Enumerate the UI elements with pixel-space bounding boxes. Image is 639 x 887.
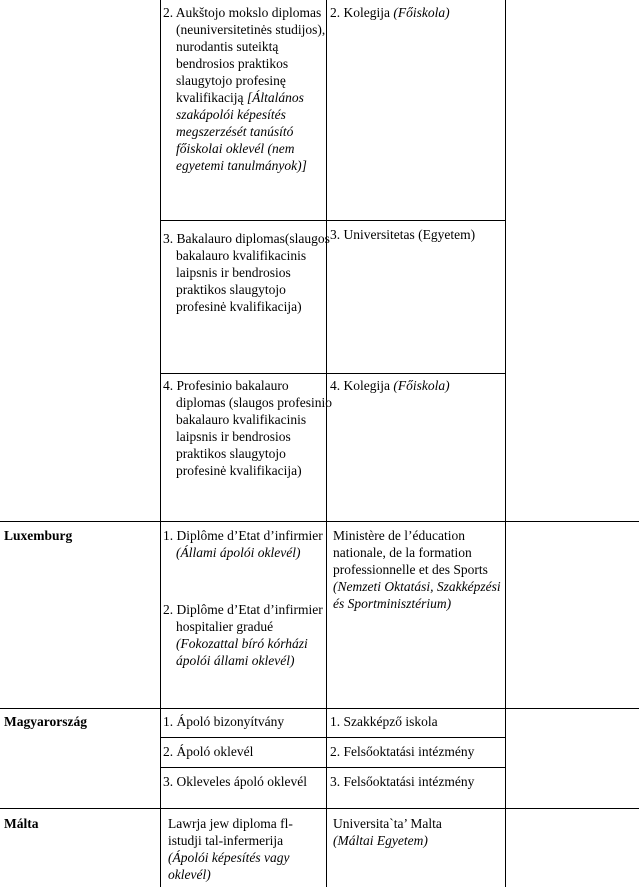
institution-cell xyxy=(330,743,504,760)
diploma-title: 2. Ápoló oklevél xyxy=(163,744,254,759)
institution-name: 3. Felsőoktatási intézmény xyxy=(330,774,475,789)
institution-cell xyxy=(330,773,504,790)
row-divider xyxy=(160,373,506,374)
institution-name: 2. Felsőoktatási intézmény xyxy=(330,744,475,759)
country-name: Luxemburg xyxy=(4,528,73,543)
diploma-cell xyxy=(163,743,323,760)
diploma-cell xyxy=(163,773,316,790)
institution-name: 4. Kolegija xyxy=(330,378,390,393)
diploma-cell xyxy=(163,713,323,730)
diploma-title: 2. Aukštojo mokslo diplomas (neuniversitetinės studijos), nurodantis suteiktą bendrosios praktikos slaugytojo profesinę kvalifikaciją xyxy=(163,5,326,105)
row-divider xyxy=(0,808,639,809)
col-divider xyxy=(160,0,161,887)
diploma-title: 3. Bakalauro diplomas(slaugos bakalauro kvalifikacinis laipsnis ir bendrosios praktikos slaugytojo profesinė kvalifikacija) xyxy=(163,231,330,314)
diploma-title: 3. Okleveles ápoló oklevél xyxy=(163,774,307,789)
country-name: Málta xyxy=(4,816,39,831)
diploma-translation: (Fokozattal bíró kórházi ápolói állami oklevél) xyxy=(176,636,308,668)
row-divider xyxy=(160,220,506,221)
row-divider xyxy=(160,767,506,768)
diploma-title: Lawrja jew diploma fl-istudji tal-infermerija xyxy=(168,816,293,848)
diploma-cell xyxy=(163,4,336,174)
institution-name: Universita`ta’ Malta xyxy=(333,816,442,831)
institution-translation: (Főiskola) xyxy=(393,378,450,393)
diploma-cell xyxy=(163,527,326,561)
institution-cell xyxy=(330,4,502,21)
diploma-translation: [Általános szakápolói képesítés megszerzését tanúsító főiskolai oklevél (nem egyetemi tanulmányok)] xyxy=(176,90,307,173)
row-divider xyxy=(160,737,506,738)
diploma-cell xyxy=(168,815,323,883)
institution-name: 1. Szakképző iskola xyxy=(330,714,438,729)
diploma-title: 2. Diplôme d’Etat d’infirmier hospitalier gradué xyxy=(163,602,323,634)
diploma-title: 1. Ápoló bizonyítvány xyxy=(163,714,285,729)
institution-translation: (Nemzeti Oktatási, Szakképzési és Sportminisztérium) xyxy=(333,579,501,611)
diploma-cell xyxy=(163,230,336,315)
country-name: Magyarország xyxy=(4,714,87,729)
diploma-title: 4. Profesinio bakalauro diplomas (slaugos profesinio bakalauro kvalifikacinis laipsnis ir bendrosios praktikos slaugytojo profesinė kvalifikacija) xyxy=(163,378,332,478)
institution-name: Ministère de l’éducation nationale, de la formation professionnelle et des Sports xyxy=(333,528,488,577)
institution-translation: (Máltai Egyetem) xyxy=(333,833,428,848)
diploma-cell xyxy=(163,601,326,669)
institution-cell xyxy=(330,377,502,394)
institution-translation: (Főiskola) xyxy=(393,5,450,20)
institution-cell xyxy=(333,815,501,849)
institution-cell xyxy=(330,226,493,243)
diploma-cell xyxy=(163,377,336,479)
institution-name: 3. Universitetas (Egyetem) xyxy=(330,227,476,242)
institution-cell xyxy=(333,527,501,612)
row-divider xyxy=(0,708,639,709)
col-divider xyxy=(505,0,506,887)
institution-name: 2. Kolegija xyxy=(330,5,390,20)
diploma-translation: (Állami ápolói oklevél) xyxy=(176,545,301,560)
institution-cell xyxy=(330,713,504,730)
diploma-title: 1. Diplôme d’Etat d’infirmier xyxy=(163,528,323,543)
diploma-translation: (Ápolói képesítés vagy oklevél) xyxy=(168,850,290,882)
row-divider xyxy=(0,521,639,522)
